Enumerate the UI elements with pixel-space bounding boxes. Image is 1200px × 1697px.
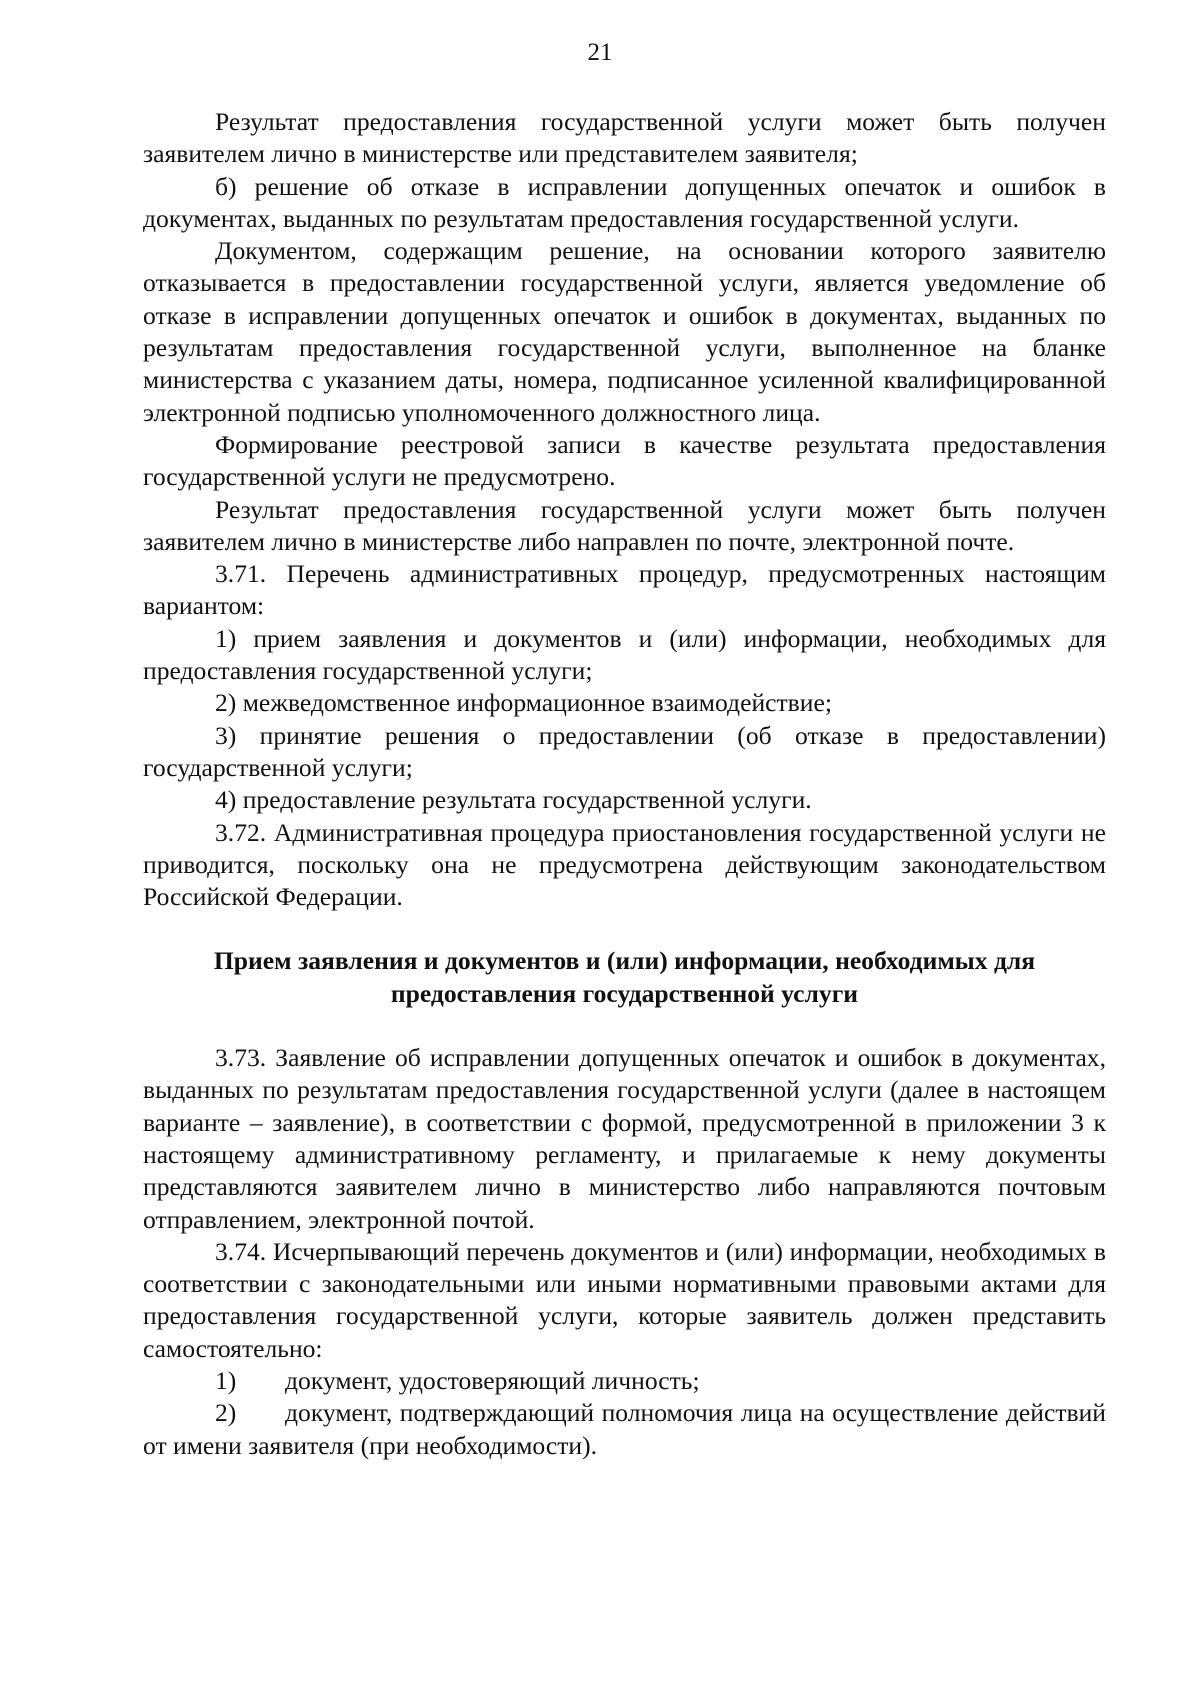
page-number: 21 — [587, 39, 613, 66]
list-item: 4) предоставление результата государственной услуги. — [215, 785, 812, 815]
paragraph: Формирование реестровой записи в качестве результата предоставления государственной услуги не предусмотрено. — [143, 429, 1106, 492]
section-heading — [143, 945, 1106, 1010]
item-text: документ, удостоверяющий личность; — [285, 1365, 700, 1395]
section-heading-line-2: предоставления государственной услуги — [390, 978, 859, 1008]
paragraph: б) решение об отказе в исправлении допущенных опечаток и ошибок в документах, выданных по результатам предоставления государственной услуги. — [143, 171, 1106, 233]
section-heading-line-1: Прием заявления и документов и (или) информации, необходимых для — [213, 946, 1036, 976]
numbered-item — [143, 1365, 1106, 1397]
list-item: 3) принятие решения о предоставлении (об отказе в предоставлении) государственной услуги; — [143, 720, 1106, 782]
numbered-item — [143, 1397, 1106, 1462]
item-number: 2) — [215, 1398, 237, 1428]
clause-3-72: 3.72. Административная процедура приостановления государственной услуги не приводится, поскольку она не предусмотрена действующим законодательством Российской Федерации. — [143, 817, 1106, 912]
clause-3-71: 3.71. Перечень административных процедур, предусмотренных настоящим вариантом: — [143, 559, 1106, 621]
document-body — [143, 106, 1106, 1462]
paragraph: Документом, содержащим решение, на основании которого заявителю отказывается в предоставлении государственной услуги, является уведомление об отказе в исправлении допущенных опечаток и ошибок в документах, выданных по результатам предоставления государственной услуги, выполненное на бланке министерства с указанием даты, номера, подписанное усиленной квалифицированной электронной подписью уполномоченного должностного лица. — [143, 236, 1106, 427]
item-text: документ, подтверждающий полномочия лица на осуществление действий от имени заявителя (при необходимости). — [143, 1398, 1106, 1460]
paragraph: Результат предоставления государственной услуги может быть получен заявителем лично в министерстве либо направлен по почте, электронной почте. — [143, 494, 1106, 556]
list-item: 1) прием заявления и документов и (или) информации, необходимых для предоставления государственной услуги; — [143, 623, 1106, 686]
item-number: 1) — [215, 1365, 237, 1395]
clause-3-74: 3.74. Исчерпывающий перечень документов и (или) информации, необходимых в соответствии с законодательными или иными нормативными правовыми актами для предоставления государственной услуги, которые заявитель должен представить самостоятельно: — [143, 1236, 1106, 1363]
paragraph: Результат предоставления государственной услуги может быть получен заявителем лично в министерстве или представителем заявителя; — [143, 107, 1106, 169]
clause-3-73: 3.73. Заявление об исправлении допущенных опечаток и ошибок в документах, выданных по результатам предоставления государственной услуги (далее в настоящем варианте – заявление), в соответствии с формой, предусмотренной в приложении 3 к настоящему административному регламенту, и прилагаемые к нему документы представляются заявителем лично в министерство либо направляются почтовым отправлением, электронной почтой. — [143, 1043, 1106, 1234]
list-item: 2) межведомственное информационное взаимодействие; — [215, 688, 832, 718]
